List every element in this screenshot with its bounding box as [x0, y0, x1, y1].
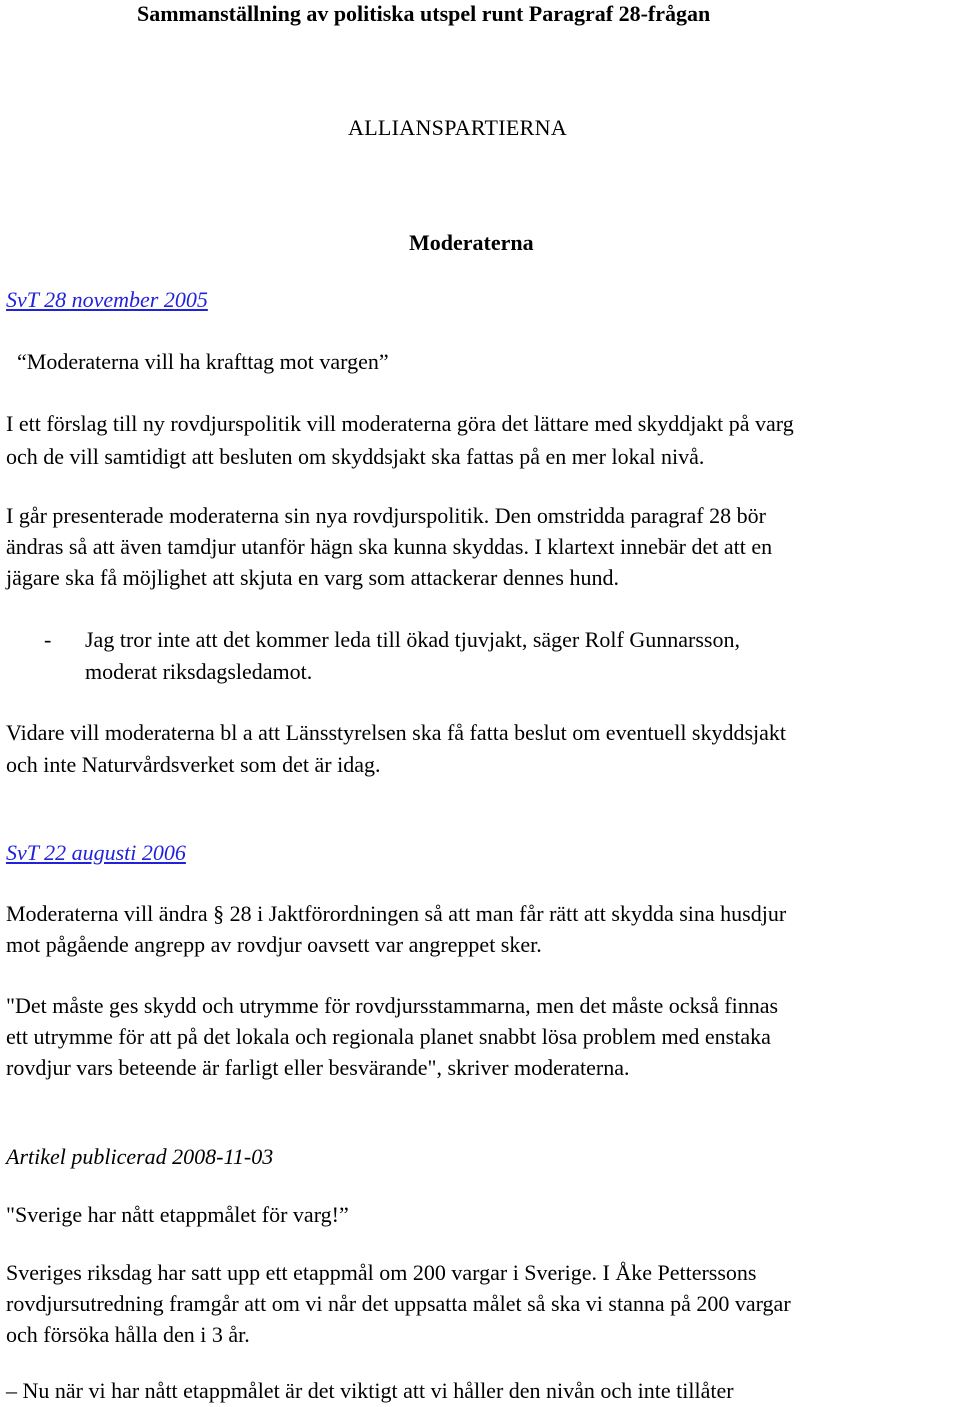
document-title: Sammanställning av politiska utspel runt Paragraf 28-frågan — [137, 1, 711, 26]
source2-para1-line2: mot pågående angrepp av rovdjur oavsett var angreppet sker. — [6, 932, 542, 957]
source3-para2-line1: – Nu när vi har nått etappmålet är det viktigt att vi håller den nivån och inte tillåter — [6, 1378, 734, 1403]
quote-dash: - — [44, 627, 52, 652]
source2-para2-line2: ett utrymme för att på det lokala och regionala planet snabbt lösa problem med enstaka — [6, 1024, 771, 1049]
source2-para2-line1: "Det måste ges skydd och utrymme för rovdjursstammarna, men det måste också finnas — [6, 993, 779, 1018]
source1-para2-line3: jägare ska få möjlighet att skjuta en varg som attackerar dennes hund. — [6, 565, 619, 590]
party-heading: Moderaterna — [409, 230, 534, 255]
source1-para3-line1: Vidare vill moderaterna bl a att Länsstyrelsen ska få fatta beslut om eventuell skyddsjakt — [6, 720, 787, 745]
source1-para2-line2: ändras så att även tamdjur utanför hägn ska kunna skyddas. I klartext innebär det att en — [6, 534, 773, 559]
quote-line2: moderat riksdagsledamot. — [85, 659, 313, 684]
source-link-svt-2005[interactable]: SvT 28 november 2005 — [6, 287, 208, 312]
section-heading: ALLIANSPARTIERNA — [348, 115, 568, 140]
source2-para1-line1: Moderaterna vill ändra § 28 i Jaktförordningen så att man får rätt att skydda sina husdjur — [6, 901, 787, 926]
source1-para3-line2: och inte Naturvårdsverket som det är idag. — [6, 752, 381, 777]
source1-para2-line1: I går presenterade moderaterna sin nya rovdjurspolitik. Den omstridda paragraf 28 bör — [6, 503, 766, 528]
source3-para1-line3: och försöka hålla den i 3 år. — [6, 1322, 250, 1347]
source1-para1-line2: och de vill samtidigt att besluten om skyddsjakt ska fattas på en mer lokal nivå. — [6, 444, 705, 469]
source-link-svt-2006[interactable]: SvT 22 augusti 2006 — [6, 840, 186, 865]
article-date-label: Artikel publicerad 2008-11-03 — [6, 1144, 274, 1169]
source3-headline: "Sverige har nått etappmålet för varg!” — [6, 1202, 349, 1227]
quote-line1: Jag tror inte att det kommer leda till ökad tjuvjakt, säger Rolf Gunnarsson, — [85, 627, 740, 652]
source3-para1-line1: Sveriges riksdag har satt upp ett etappmål om 200 vargar i Sverige. I Åke Petterssons — [6, 1260, 757, 1285]
source2-para2-line3: rovdjur vars beteende är farligt eller besvärande", skriver moderaterna. — [6, 1055, 630, 1080]
source1-para1-line1: I ett förslag till ny rovdjurspolitik vill moderaterna göra det lättare med skyddjakt på varg — [6, 411, 794, 436]
source3-para1-line2: rovdjursutredning framgår att om vi når det uppsatta målet så ska vi stanna på 200 vargar — [6, 1291, 791, 1316]
source1-headline: “Moderaterna vill ha krafttag mot vargen” — [17, 349, 389, 374]
